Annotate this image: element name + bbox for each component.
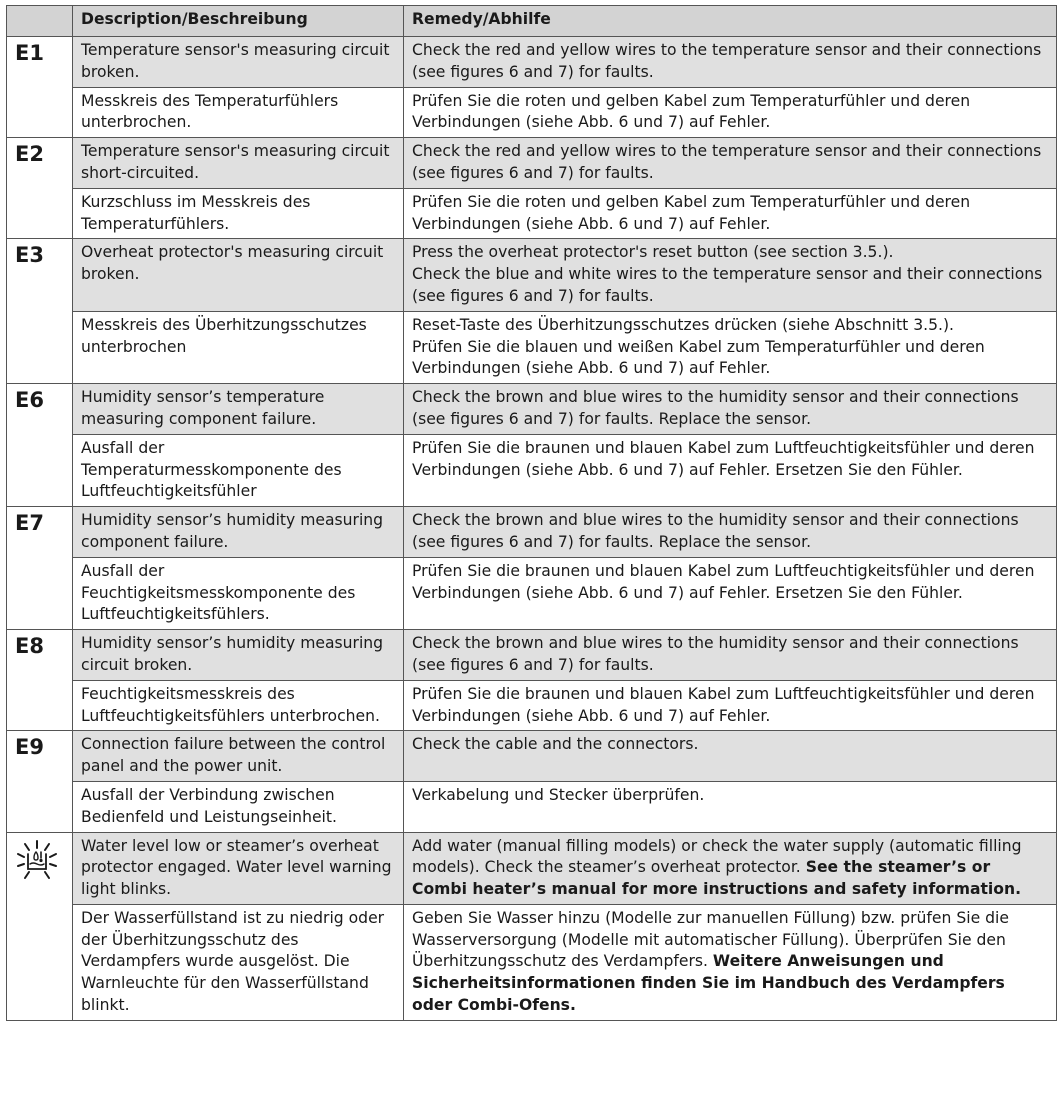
table-row-e9-de <box>7 781 1057 832</box>
remedy-e3-en-line1: Press the overheat protector's reset button (see section 3.5.). <box>412 243 894 262</box>
description-e2-en: Temperature sensor's measuring circuit short-circuited. <box>73 138 404 189</box>
remedy-water-en <box>404 832 1057 904</box>
table-header-row <box>7 6 1057 37</box>
table-row-e6-de <box>7 434 1057 506</box>
description-e3-en: Overheat protector's measuring circuit broken. <box>73 239 404 311</box>
remedy-e2-de: Prüfen Sie die roten und gelben Kabel zum Temperaturfühler und deren Verbindungen (siehe Abb. 6 und 7) auf Fehler. <box>404 188 1057 239</box>
table-row-e8-en <box>7 630 1057 681</box>
table-row-e3-en <box>7 239 1057 311</box>
table-row-e3-de <box>7 311 1057 383</box>
table-row-e2-de <box>7 188 1057 239</box>
table-row-e9-en <box>7 731 1057 782</box>
description-e3-de: Messkreis des Überhitzungsschutzes unterbrochen <box>73 311 404 383</box>
remedy-e6-en: Check the brown and blue wires to the humidity sensor and their connections (see figures 6 and 7) for faults. Replace the sensor. <box>404 384 1057 435</box>
error-code-e8: E8 <box>7 630 73 731</box>
remedy-e8-de: Prüfen Sie die braunen und blauen Kabel zum Luftfeuchtigkeitsfühler und deren Verbindungen (siehe Abb. 6 und 7) auf Fehler. <box>404 680 1057 731</box>
remedy-e7-en: Check the brown and blue wires to the humidity sensor and their connections (see figures 6 and 7) for faults. Replace the sensor. <box>404 507 1057 558</box>
remedy-e3-de-line1: Reset-Taste des Überhitzungsschutzes drücken (siehe Abschnitt 3.5.). <box>412 315 954 334</box>
remedy-e9-en: Check the cable and the connectors. <box>404 731 1057 782</box>
remedy-e7-de: Prüfen Sie die braunen und blauen Kabel zum Luftfeuchtigkeitsfühler und deren Verbindungen (siehe Abb. 6 und 7) auf Fehler. Ersetzen Sie den Fühler. <box>404 557 1057 629</box>
remedy-e1-en: Check the red and yellow wires to the temperature sensor and their connections (see figures 6 and 7) for faults. <box>404 37 1057 88</box>
table-row-e1-de <box>7 87 1057 138</box>
table-row-e8-de <box>7 680 1057 731</box>
water-level-warning-icon <box>15 838 59 884</box>
description-e1-de: Messkreis des Temperaturfühlers unterbrochen. <box>73 87 404 138</box>
header-description: Description/Beschreibung <box>73 6 404 37</box>
description-water-en: Water level low or steamer’s overheat protector engaged. Water level warning light blinks. <box>73 832 404 904</box>
description-e6-de: Ausfall der Temperaturmesskomponente des Luftfeuchtigkeitsfühler <box>73 434 404 506</box>
remedy-e2-en: Check the red and yellow wires to the temperature sensor and their connections (see figures 6 and 7) for faults. <box>404 138 1057 189</box>
remedy-water-de <box>404 904 1057 1020</box>
description-e9-de: Ausfall der Verbindung zwischen Bedienfeld und Leistungseinheit. <box>73 781 404 832</box>
table-row-e7-de <box>7 557 1057 629</box>
description-e2-de: Kurzschluss im Messkreis des Temperaturfühlers. <box>73 188 404 239</box>
table-row-e6-en <box>7 384 1057 435</box>
error-code-e9: E9 <box>7 731 73 832</box>
description-water-de: Der Wasserfüllstand ist zu niedrig oder der Überhitzungsschutz des Verdampfers wurde ausgelöst. Die Warnleuchte für den Wasserfüllstand blinkt. <box>73 904 404 1020</box>
error-code-e3: E3 <box>7 239 73 384</box>
description-e9-en: Connection failure between the control panel and the power unit. <box>73 731 404 782</box>
description-e7-en: Humidity sensor’s humidity measuring component failure. <box>73 507 404 558</box>
description-e8-en: Humidity sensor’s humidity measuring circuit broken. <box>73 630 404 681</box>
error-code-e7: E7 <box>7 507 73 630</box>
remedy-e1-de: Prüfen Sie die roten und gelben Kabel zum Temperaturfühler und deren Verbindungen (siehe Abb. 6 und 7) auf Fehler. <box>404 87 1057 138</box>
error-code-e1: E1 <box>7 37 73 138</box>
description-e7-de: Ausfall der Feuchtigkeitsmesskomponente des Luftfeuchtigkeitsfühlers. <box>73 557 404 629</box>
table-row-water-en <box>7 832 1057 904</box>
remedy-e6-de: Prüfen Sie die braunen und blauen Kabel zum Luftfeuchtigkeitsfühler und deren Verbindungen (siehe Abb. 6 und 7) auf Fehler. Ersetzen Sie den Fühler. <box>404 434 1057 506</box>
table-row-e1-en <box>7 37 1057 88</box>
remedy-e3-en-line2: Check the blue and white wires to the temperature sensor and their connections (see figures 6 and 7) for faults. <box>412 265 1043 305</box>
remedy-water-de-bold: Weitere Anweisungen und Sicherheitsinformationen finden Sie im Handbuch des Verdampfers oder Combi-Ofens. <box>412 952 1005 1015</box>
error-code-e2: E2 <box>7 138 73 239</box>
table-row-e2-en <box>7 138 1057 189</box>
remedy-water-en-bold: See the steamer’s or Combi heater’s manual for more instructions and safety information. <box>412 858 1022 899</box>
error-code-table <box>6 5 1057 1021</box>
header-remedy: Remedy/Abhilfe <box>404 6 1057 37</box>
remedy-e3-de <box>404 311 1057 383</box>
header-code <box>7 6 73 37</box>
remedy-e3-de-line2: Prüfen Sie die blauen und weißen Kabel zum Temperaturfühler und deren Verbindungen (siehe Abb. 6 und 7) auf Fehler. <box>412 337 985 378</box>
description-e6-en: Humidity sensor’s temperature measuring component failure. <box>73 384 404 435</box>
description-e8-de: Feuchtigkeitsmesskreis des Luftfeuchtigkeitsfühlers unterbrochen. <box>73 680 404 731</box>
remedy-e8-en: Check the brown and blue wires to the humidity sensor and their connections (see figures 6 and 7) for faults. <box>404 630 1057 681</box>
remedy-water-de-plain: Geben Sie Wasser hinzu (Modelle zur manuellen Füllung) bzw. prüfen Sie die Wasserversorgung (Modelle mit automatischer Füllung). Überprüfen Sie den Überhitzungsschutz des Verdampfers. <box>412 908 1009 971</box>
description-e1-en: Temperature sensor's measuring circuit broken. <box>73 37 404 88</box>
remedy-water-en-plain: Add water (manual filling models) or check the water supply (automatic filling models). Check the steamer’s overheat protector. <box>412 836 1022 877</box>
error-code-e6: E6 <box>7 384 73 507</box>
table-row-e7-en <box>7 507 1057 558</box>
remedy-e3-en <box>404 239 1057 311</box>
remedy-e9-de: Verkabelung und Stecker überprüfen. <box>404 781 1057 832</box>
water-level-code-cell <box>7 832 73 1020</box>
table-row-water-de <box>7 904 1057 1020</box>
